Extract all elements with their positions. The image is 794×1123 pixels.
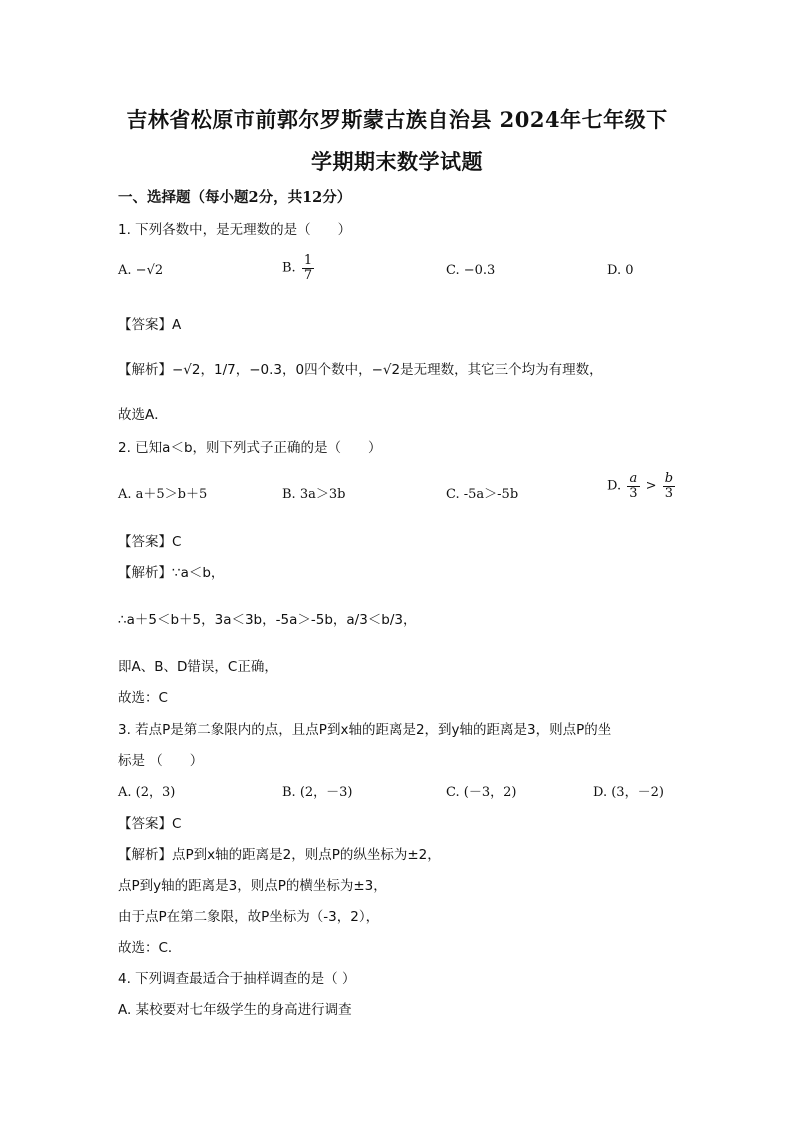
q1-option-a-value: −√2 <box>135 263 164 278</box>
q3-option-d: D. (3，－2) <box>593 785 664 800</box>
q3-analysis-line-1: 【解析】点P到x轴的距离是2，则点P的纵坐标为±2， <box>118 847 441 863</box>
q2-answer: 【答案】C <box>118 534 182 550</box>
q3-conclusion: 故选：C． <box>118 940 182 956</box>
q2-stem: 2. 已知a＜b，则下列式子正确的是（ ） <box>118 440 382 456</box>
q3-answer: 【答案】C <box>118 816 182 832</box>
q3-analysis-line-2: 点P到y轴的距离是3，则点P的横坐标为±3， <box>118 878 387 894</box>
q2-analysis-line-1: 【解析】∵a＜b， <box>118 565 225 581</box>
q2-analysis-line-3: 即A、B、D错误，C正确， <box>118 659 278 675</box>
q2-option-d-right-fraction <box>663 472 675 500</box>
q1-analysis <box>118 358 603 378</box>
q1-option-c <box>446 263 495 278</box>
q2-option-d-operator: > <box>645 478 657 494</box>
q1-option-c-value: −0.3 <box>463 263 496 278</box>
q1-option-b-fraction <box>302 254 314 282</box>
q2-option-d-left-numerator: a <box>627 472 639 487</box>
q1-option-b-numerator: 1 <box>303 253 313 268</box>
q3-option-c: C. (－3，2) <box>446 785 517 800</box>
q4-option-a: A. 某校要对七年级学生的身高进行调查 <box>118 1002 352 1018</box>
q3-analysis-line-3: 由于点P在第二象限，故P坐标为（-3，2）， <box>118 909 380 925</box>
q2-conclusion: 故选：C <box>118 690 168 706</box>
section-heading: 一、选择题（每小题2分，共12分） <box>118 189 352 206</box>
q2-analysis-line-2: ∴a＋5＜b＋5，3a＜3b，-5a＞-5b，a/3＜b/3， <box>118 612 417 628</box>
q1-option-c-label: C. <box>446 263 460 278</box>
q2-option-d-left-denominator: 3 <box>629 485 638 501</box>
title-line-2: 学期期末数学试题 <box>311 149 483 174</box>
q1-answer: 【答案】A <box>118 317 182 333</box>
q1-analysis-label: 【解析】 <box>118 362 172 378</box>
q1-conclusion: 故选A． <box>118 407 168 423</box>
q1-option-d-value: 0 <box>625 263 634 278</box>
q1-option-a <box>118 263 163 278</box>
q1-option-d <box>607 263 634 278</box>
q1-option-b-denominator: 7 <box>303 267 313 283</box>
q1-analysis-text: −√2，1/7，−0.3，0四个数中，−√2是无理数，其它三个均为有理数， <box>172 362 603 378</box>
q3-stem-line-2: 标是 （ ） <box>118 753 204 769</box>
q2-option-c: C. -5a＞-5b <box>446 487 519 502</box>
q3-option-b: B. (2，－3) <box>282 785 353 800</box>
title-line-1: 吉林省松原市前郭尔罗斯蒙古族自治县 2024年七年级下 <box>126 107 668 132</box>
q1-option-b-label: B. <box>282 260 296 276</box>
q2-option-d <box>607 472 677 500</box>
q2-option-d-right-denominator: 3 <box>664 485 673 501</box>
q2-option-a: A. a＋5＞b＋5 <box>118 487 208 502</box>
q2-option-d-left-fraction <box>627 472 639 500</box>
q2-option-d-right-numerator: b <box>664 471 674 486</box>
q2-option-b: B. 3a＞3b <box>282 487 346 502</box>
q1-option-d-label: D. <box>607 263 622 278</box>
q4-stem: 4. 下列调查最适合于抽样调查的是（ ） <box>118 971 356 987</box>
q1-option-b <box>282 254 316 282</box>
q3-option-a: A. (2，3) <box>118 785 176 800</box>
q1-stem: 1. 下列各数中，是无理数的是（ ） <box>118 222 352 238</box>
q2-option-d-label: D. <box>607 478 622 494</box>
q1-option-a-label: A. <box>118 263 132 278</box>
q3-stem-line-1: 3. 若点P是第二象限内的点，且点P到x轴的距离是2，到y轴的距离是3，则点P的坐 <box>118 722 612 738</box>
